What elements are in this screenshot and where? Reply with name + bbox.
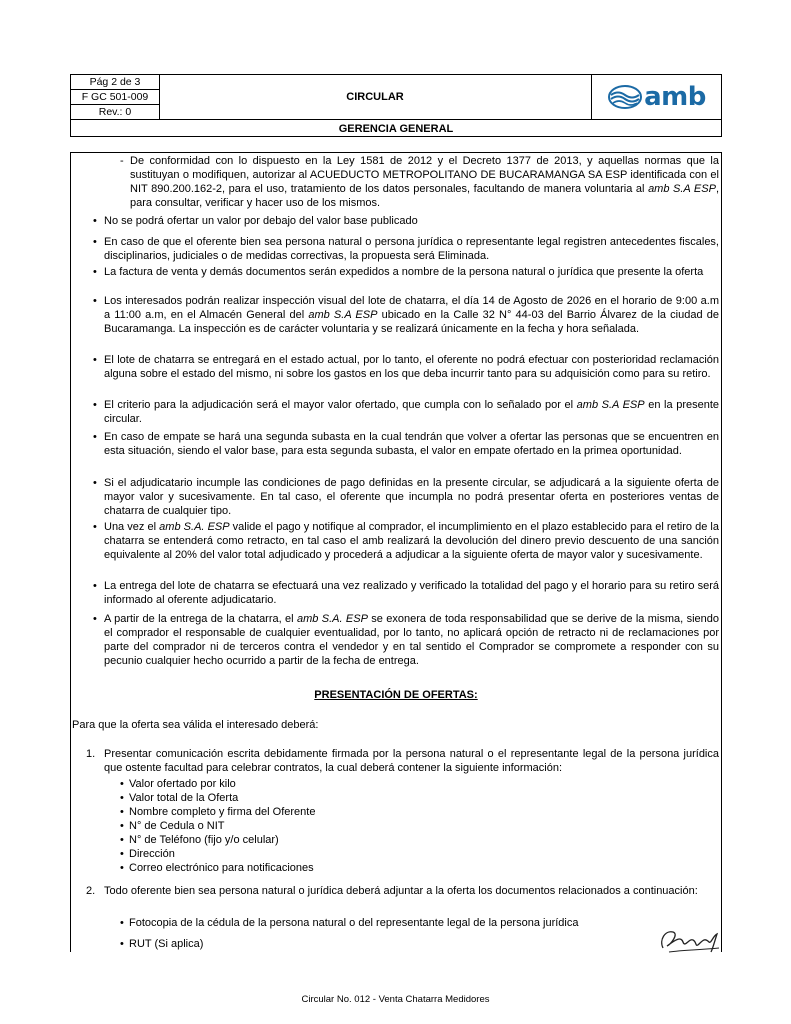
bullet-item: A partir de la entrega de la chatarra, el amb S.A. ESP se exonera de toda responsabilidad que se derive de la misma, siendo el comprador el responsable de cualquier eventualidad, por lo tanto, no aplicará opción de retracto ni de reclamaciones por parte del comprador ni de terceros contra el vendedor y en tal sentido el Comprador se compromete a responder con su pecunio cualquier hecho ocurrido a partir de la fecha de entrega. [104, 613, 719, 667]
bullet-icon: • [93, 215, 97, 227]
logo-text: amb [644, 82, 706, 112]
sub-item: Dirección [129, 848, 175, 860]
dash-marker: - [120, 155, 124, 167]
consent-text-1: De conformidad con lo dispuesto en la Ley 1581 de 2012 y el Decreto 1377 de 2013, y aquellas normas que la sustituyan o modifiquen, autorizar al ACUEDUCTO METROPOLITANO DE BUCARAMANGA SA ESP identificada con el NIT 890.200.162-2, para el uso, tratamiento de los datos personales, facultando de manera voluntaria al [130, 155, 719, 195]
page-number: Pág 2 de 3 [71, 75, 159, 90]
bullet-icon: • [120, 848, 124, 860]
sub-item: Nombre completo y firma del Oferente [129, 806, 316, 818]
bullet-icon: • [93, 266, 97, 278]
sub-item: Valor total de la Oferta [129, 792, 239, 804]
document-header [70, 74, 722, 137]
company-name-italic: amb S.A ESP [648, 183, 716, 195]
section-intro: Para que la oferta sea válida el interesado deberá: [72, 719, 319, 731]
bullet-icon: • [93, 477, 97, 489]
revision: Rev.: 0 [98, 106, 132, 118]
sub-item: Valor ofertado por kilo [129, 778, 236, 790]
form-code: F GC 501-009 [71, 90, 159, 105]
bullet-icon: • [120, 917, 124, 929]
bullet-icon: • [120, 820, 124, 832]
bullet-item: En caso de empate se hará una segunda subasta en la cual tendrán que volver a ofertar las personas que se encuentren en esta situación, siendo el valor base, para esta segunda subasta, el valor en empate ofertado en la primea oportunidad. [104, 431, 719, 457]
bullet-icon: • [93, 521, 97, 533]
bullet-icon: • [93, 354, 97, 366]
bullet-item: No se podrá ofertar un valor por debajo del valor base publicado [104, 215, 418, 227]
consent-text-2: , para consultar, verificar y hacer uso de los mismos. [130, 183, 719, 209]
bullet-icon: • [120, 834, 124, 846]
amb-logo [592, 75, 722, 119]
bullet-item: El criterio para la adjudicación será el mayor valor ofertado, que cumpla con lo señalado por el amb S.A ESP en la presente circular. [104, 399, 720, 425]
page-footer: Circular No. 012 - Venta Chatarra Medidores [301, 994, 490, 1005]
item-number: 2. [86, 885, 96, 897]
water-wave-icon [608, 84, 642, 110]
bullet-icon: • [120, 778, 124, 790]
bullet-icon: • [93, 431, 97, 443]
item-number: 1. [86, 748, 96, 760]
document-title: CIRCULAR [159, 75, 592, 119]
sub-item: Fotocopia de la cédula de la persona natural o del representante legal de la persona jurídica [129, 917, 579, 929]
sub-item: Correo electrónico para notificaciones [129, 862, 314, 874]
bullet-item: El lote de chatarra se entregará en el estado actual, por lo tanto, el oferente no podrá efectuar con posterioridad reclamación alguna sobre el estado del mismo, ni sobre los gastos en los que deba incurrir tanto para su adquisición como para su retiro. [104, 354, 719, 380]
bullet-icon: • [93, 613, 97, 625]
bullet-item: La factura de venta y demás documentos serán expedidos a nombre de la persona natural o jurídica que presente la oferta [104, 266, 704, 278]
header-meta [71, 75, 160, 119]
sub-item: N° de Cedula o NIT [129, 820, 225, 832]
data-consent-paragraph [130, 154, 719, 210]
bullet-icon: • [93, 295, 97, 307]
numbered-item-text: Presentar comunicación escrita debidamente firmada por la persona natural o el representante legal de la persona jurídica que ostente facultad para celebrar contratos, la cual deberá contener la siguiente información: [104, 748, 719, 774]
bullet-item: En caso de que el oferente bien sea persona natural o persona jurídica o representante legal registren antecedentes fiscales, disciplinarios, judiciales o de medidas correctivas, la propuesta será Eliminada. [104, 236, 719, 262]
sub-item: RUT (Si aplica) [129, 938, 204, 950]
bullet-icon: • [120, 792, 124, 804]
sub-item: N° de Teléfono (fijo y/o celular) [129, 834, 279, 846]
bullet-icon: • [93, 580, 97, 592]
bullet-icon: • [120, 806, 124, 818]
bullet-item: Una vez el amb S.A. ESP valide el pago y notifique al comprador, el incumplimiento en el plazo establecido para el retiro de la chatarra se entenderá como retracto, en tal caso el amb realizará la devolución del dinero previo descuento de una sanción equivalente al 20% del valor total adjudicado y procederá a adjudicar a la siguiente oferta de mayor valor y sucesivamente. [104, 521, 719, 561]
bullet-item: Si el adjudicatario incumple las condiciones de pago definidas en la presente circular, se adjudicará a la siguiente oferta de mayor valor y sucesivamente. En tal caso, el oferente que incumpla no podrá presentar oferta en posteriores ventas de chatarra de cualquier tipo. [104, 477, 719, 517]
department-name: GERENCIA GENERAL [71, 119, 721, 138]
handwritten-signature [655, 922, 725, 958]
bullet-item: Los interesados podrán realizar inspección visual del lote de chatarra, el día 14 de Agosto de 2026 en el horario de 9:00 a.m a 11:00 a.m, en el Almacén General del amb S.A ESP ubicado en la Calle 32 N° 44-03 del Barrio Álvarez de la ciudad de Bucaramanga. La inspección es de carácter voluntaria y se realizará únicamente en la fecha y hora señalada. [104, 295, 719, 335]
bullet-item: La entrega del lote de chatarra se efectuará una vez realizado y verificado la totalidad del pago y el horario para su retiro será informado al oferente adjudicatario. [104, 580, 719, 606]
bullet-icon: • [120, 938, 124, 950]
bullet-icon: • [93, 399, 97, 411]
section-heading: PRESENTACIÓN DE OFERTAS: [314, 689, 478, 701]
numbered-item-text: Todo oferente bien sea persona natural o jurídica deberá adjuntar a la oferta los documentos relacionados a continuación: [104, 885, 698, 897]
bullet-icon: • [93, 236, 97, 248]
bullet-icon: • [120, 862, 124, 874]
